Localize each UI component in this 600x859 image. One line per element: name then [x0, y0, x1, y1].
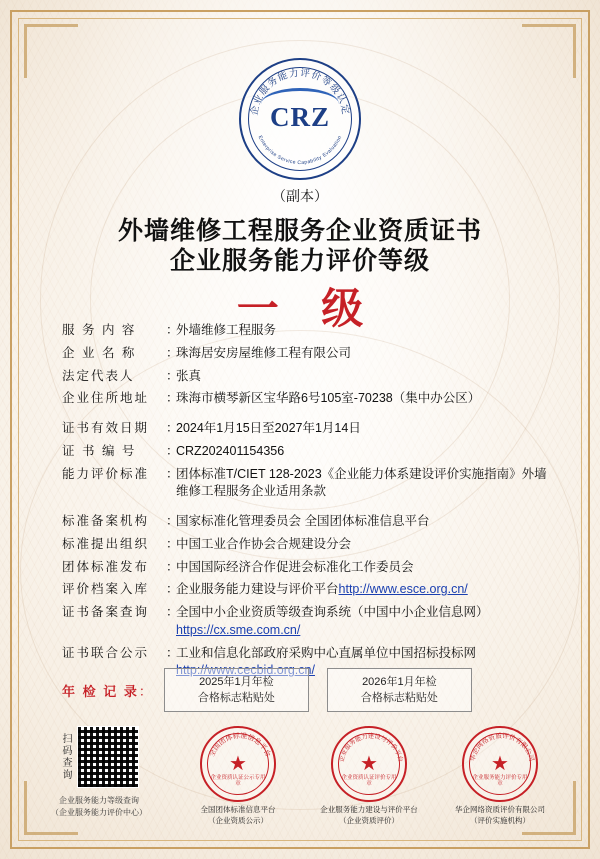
field-label: 标准提出组织: [62, 536, 150, 551]
field-value-line2: 维修工程服务企业适用条款: [176, 484, 327, 499]
field-row-valid-date: [62, 420, 554, 438]
field-colon: ：: [166, 345, 179, 360]
annual-inspection-box-2026: [327, 668, 472, 712]
archive-platform-link[interactable]: http://www.esce.org.cn/: [338, 582, 468, 597]
seal-group-evaluation-platform: [309, 726, 429, 827]
seal-caption: [178, 805, 298, 827]
inspection-box-line1: 2026年1月年检: [362, 675, 437, 688]
field-value: 珠海居安房屋维修工程有限公司: [176, 345, 352, 360]
field-colon: ：: [166, 582, 179, 597]
field-value: 中国国际经济合作促进会标准化工作委员会: [176, 559, 414, 574]
field-value: [176, 466, 554, 502]
field-colon: ：: [166, 645, 179, 660]
seal-caption-line1: 全国团体标准信息平台: [200, 805, 276, 814]
annual-inspection-section: [62, 668, 554, 712]
field-label: 证书联合公示: [62, 645, 150, 660]
field-colon: ：: [166, 605, 179, 619]
seal-group-evaluation-agency: [440, 726, 560, 827]
field-colon: ：: [166, 368, 179, 383]
certificate-title-line1: 外墙维修工程服务企业资质证书: [117, 218, 482, 245]
field-value: 2024年1月15日至2027年1月14日: [176, 421, 361, 435]
field-label: 证书有效日期: [62, 421, 150, 435]
seal-caption: [309, 805, 429, 827]
field-label: 证 书 编 号: [62, 443, 137, 458]
field-row-archive-platform: [62, 581, 554, 599]
field-label: 评价档案入库: [62, 582, 150, 597]
star-icon: ★: [229, 753, 247, 775]
seal-stamp: [462, 726, 538, 802]
certificate-title-line2: 企业服务能力评价等级: [169, 248, 430, 275]
annual-inspection-boxes: [164, 668, 472, 712]
field-value: [176, 581, 554, 599]
seal-inner-text: 企业资质认证评价专用章: [341, 774, 397, 788]
seal-caption-line1: 企业服务能力建设与评价平台: [320, 805, 418, 814]
field-colon: ：: [166, 466, 179, 481]
seal-caption: [440, 805, 560, 827]
field-row-evaluation-standard: [62, 466, 554, 502]
field-value-text: 工业和信息化部政府采购中心直属单位中国招标投标网: [176, 645, 477, 660]
field-value: 外墙维修工程服务: [176, 323, 277, 337]
field-label: 企 业 名 称: [62, 345, 137, 360]
field-colon: ：: [166, 559, 179, 574]
svg-text:Enterprise Service Capability: Enterprise Service Capability Evaluation: [256, 134, 344, 167]
field-value: 张真: [176, 368, 202, 383]
field-row-service-content: [62, 322, 554, 340]
field-colon: ：: [166, 443, 179, 458]
field-value-line1: 团体标准T/CIET 128-2023《企业能力体系建设评价实施指南》外墙: [176, 466, 547, 481]
field-value-text: 全国中小企业资质等级查询系统（中国中小企业信息网）: [176, 605, 489, 619]
seal-stamp: [331, 726, 407, 802]
field-row-record-query: [62, 604, 554, 640]
corner-ornament: [522, 24, 576, 78]
field-value: CRZ202401154356: [176, 443, 285, 458]
public-notice-link[interactable]: http://www.cecbid.org.cn/: [176, 663, 315, 678]
seal-caption-line2: （评价实施机构）: [470, 815, 530, 825]
field-label: 标准备案机构: [62, 514, 150, 528]
seal-caption-line2: （企业资质评价）: [339, 815, 399, 825]
field-value-text: 企业服务能力建设与评价平台: [176, 582, 339, 597]
svg-text:企业服务能力评价等级认定: 企业服务能力评价等级认定: [249, 68, 351, 117]
field-colon: ：: [166, 391, 179, 406]
star-icon: ★: [491, 753, 509, 775]
field-value: 珠海市横琴新区宝华路6号105室-70238（集中办公区）: [176, 391, 481, 406]
copy-label: （副本）: [272, 190, 328, 205]
field-colon: ：: [166, 514, 179, 528]
grade-level: 一 级: [236, 287, 380, 333]
field-list: [62, 322, 554, 685]
crz-emblem: [239, 58, 361, 180]
seal-caption-line2: （企业资质公示）: [208, 815, 268, 825]
qr-caption-line1: 企业服务能力等级查询: [59, 796, 139, 805]
field-label: 企业住所地址: [62, 391, 150, 406]
svg-text:华企网络资质评价有限公司: 华企网络资质评价有限公司: [469, 732, 535, 763]
field-label: 法定代表人: [62, 368, 135, 383]
record-query-link[interactable]: https://cx.sme.com.cn/: [176, 622, 301, 637]
field-value: 中国工业合作协会合规建设分会: [176, 536, 352, 551]
emblem-crz-text: CRZ: [269, 102, 330, 132]
corner-ornament: [24, 24, 78, 78]
field-row-address: [62, 390, 554, 408]
field-label: 团体标准发布: [62, 559, 150, 574]
svg-text:企业服务能力建设与评价平台: 企业服务能力建设与评价平台: [338, 733, 404, 763]
field-row-standard-record-org: [62, 513, 554, 531]
annual-inspection-colon: ：: [138, 683, 152, 699]
seal-row: [178, 726, 560, 827]
field-row-legal-rep: [62, 368, 554, 386]
field-row-certificate-number: [62, 443, 554, 461]
seal-group-standard-platform: [178, 726, 298, 827]
qr-section: [58, 726, 139, 788]
field-row-company-name: [62, 345, 554, 363]
star-icon: ★: [360, 753, 378, 775]
seal-inner-text: 企业资质认证公示专用章: [210, 774, 266, 788]
inspection-box-line2: 合格标志粘贴处: [197, 692, 275, 704]
field-value: 国家标准化管理委员会 全国团体标准信息平台: [176, 514, 430, 528]
field-colon: ：: [166, 421, 179, 435]
field-colon: ：: [166, 323, 179, 337]
field-label: 能力评价标准: [62, 466, 150, 481]
qr-code[interactable]: [77, 726, 139, 788]
qr-side-text: 扫码查询: [60, 733, 71, 781]
field-row-standard-proposing-org: [62, 536, 554, 554]
qr-caption: [44, 795, 154, 819]
annual-inspection-label: 年 检 记 录: [62, 683, 139, 699]
inspection-box-line2: 合格标志粘贴处: [360, 692, 438, 704]
field-value: [176, 604, 554, 640]
svg-text:全国团体标准信息平台: 全国团体标准信息平台: [207, 731, 273, 759]
field-label: 证书备案查询: [62, 605, 150, 619]
qr-caption-line2: （企业服务能力评价中心）: [51, 808, 147, 817]
field-row-standard-publisher: [62, 559, 554, 577]
annual-inspection-box-2025: [164, 668, 309, 712]
seal-inner-text: 企业服务能力评价专用章: [472, 774, 528, 788]
seal-caption-line1: 华企网络资质评价有限公司: [455, 805, 545, 814]
seal-stamp: [200, 726, 276, 802]
field-colon: ：: [166, 536, 179, 551]
field-label: 服 务 内 容: [62, 323, 137, 337]
inspection-box-line1: 2025年1月年检: [199, 675, 274, 688]
